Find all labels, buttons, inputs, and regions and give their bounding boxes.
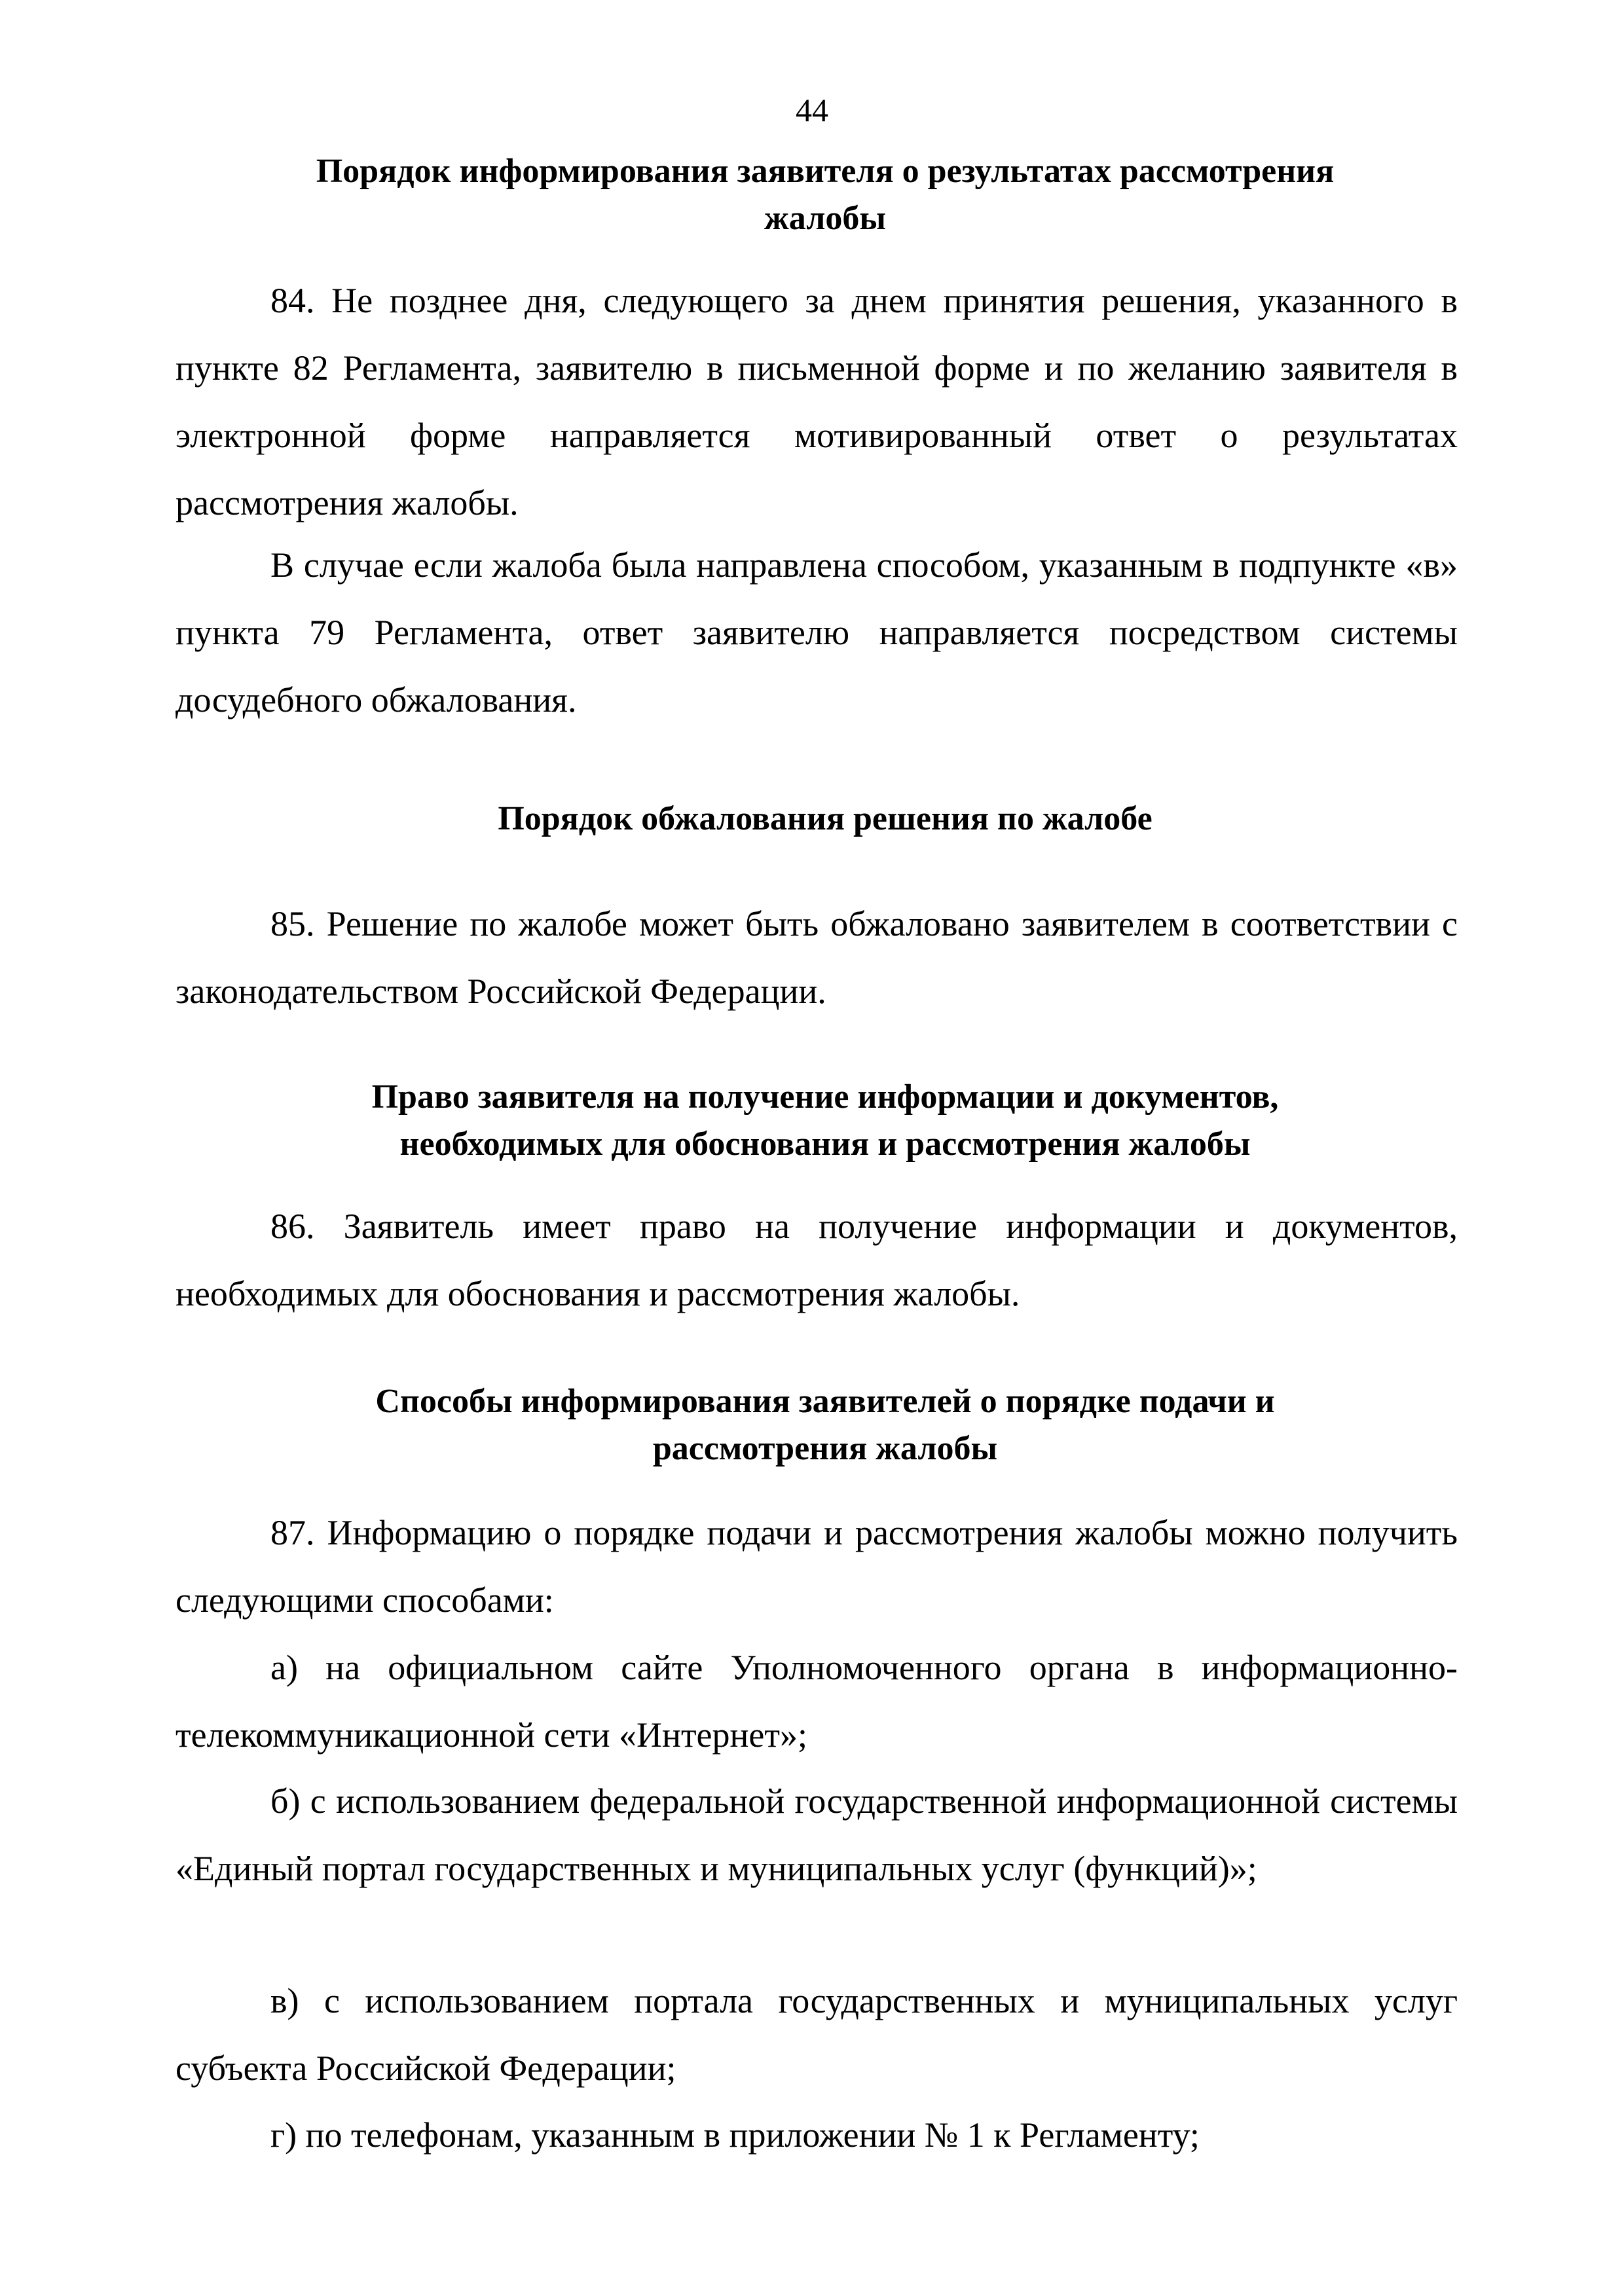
paragraph-84-continuation: В случае если жалоба была направлена способом, указанным в подпункте «в» пункта 79 Регламента, ответ заявителю направляется посредством системы досудебного обжалования. xyxy=(175,545,1458,720)
heading-line: Способы информирования заявителей о порядке подачи и xyxy=(375,1383,1275,1420)
paragraph-87: 87. Информацию о порядке подачи и рассмотрения жалобы можно получить следующими способами: xyxy=(175,1513,1458,1620)
list-item-v: в) с использованием портала государственных и муниципальных услуг субъекта Российской Федерации; xyxy=(175,1981,1458,2088)
heading-line: Порядок обжалования решения по жалобе xyxy=(498,800,1153,837)
section-heading-informing-results xyxy=(170,148,1480,242)
heading-line: необходимых для обоснования и рассмотрения жалобы xyxy=(399,1125,1251,1163)
heading-line: рассмотрения жалобы xyxy=(652,1430,998,1467)
section-heading-appeal-decision xyxy=(170,795,1480,843)
paragraph-85: 85. Решение по жалобе может быть обжаловано заявителем в соответствии с законодательством Российской Федерации. xyxy=(175,904,1458,1011)
list-item-a: а) на официальном сайте Уполномоченного органа в информационно-телекоммуникационной сети «Интернет»; xyxy=(175,1648,1458,1755)
paragraph-86: 86. Заявитель имеет право на получение информации и документов, необходимых для обоснования и рассмотрения жалобы. xyxy=(175,1207,1458,1313)
heading-line: жалобы xyxy=(764,200,886,237)
paragraph-84: 84. Не позднее дня, следующего за днем принятия решения, указанного в пункте 82 Регламента, заявителю в письменной форме и по желанию заявителя в электронной форме направляется мотивированный ответ о результатах рассмотрения жалобы. xyxy=(175,281,1458,522)
page-number: 44 xyxy=(796,92,828,128)
list-item-g: г) по телефонам, указанным в приложении № 1 к Регламенту; xyxy=(270,2115,1200,2155)
heading-line: Порядок информирования заявителя о результатах рассмотрения xyxy=(316,153,1335,190)
heading-line: Право заявителя на получение информации и документов, xyxy=(371,1078,1279,1116)
list-item-b: б) с использованием федеральной государственной информационной системы «Единый портал государственных и муниципальных услуг (функций)»; xyxy=(175,1781,1458,1888)
section-heading-informing-methods xyxy=(170,1378,1480,1472)
section-heading-right-to-information xyxy=(170,1074,1480,1168)
